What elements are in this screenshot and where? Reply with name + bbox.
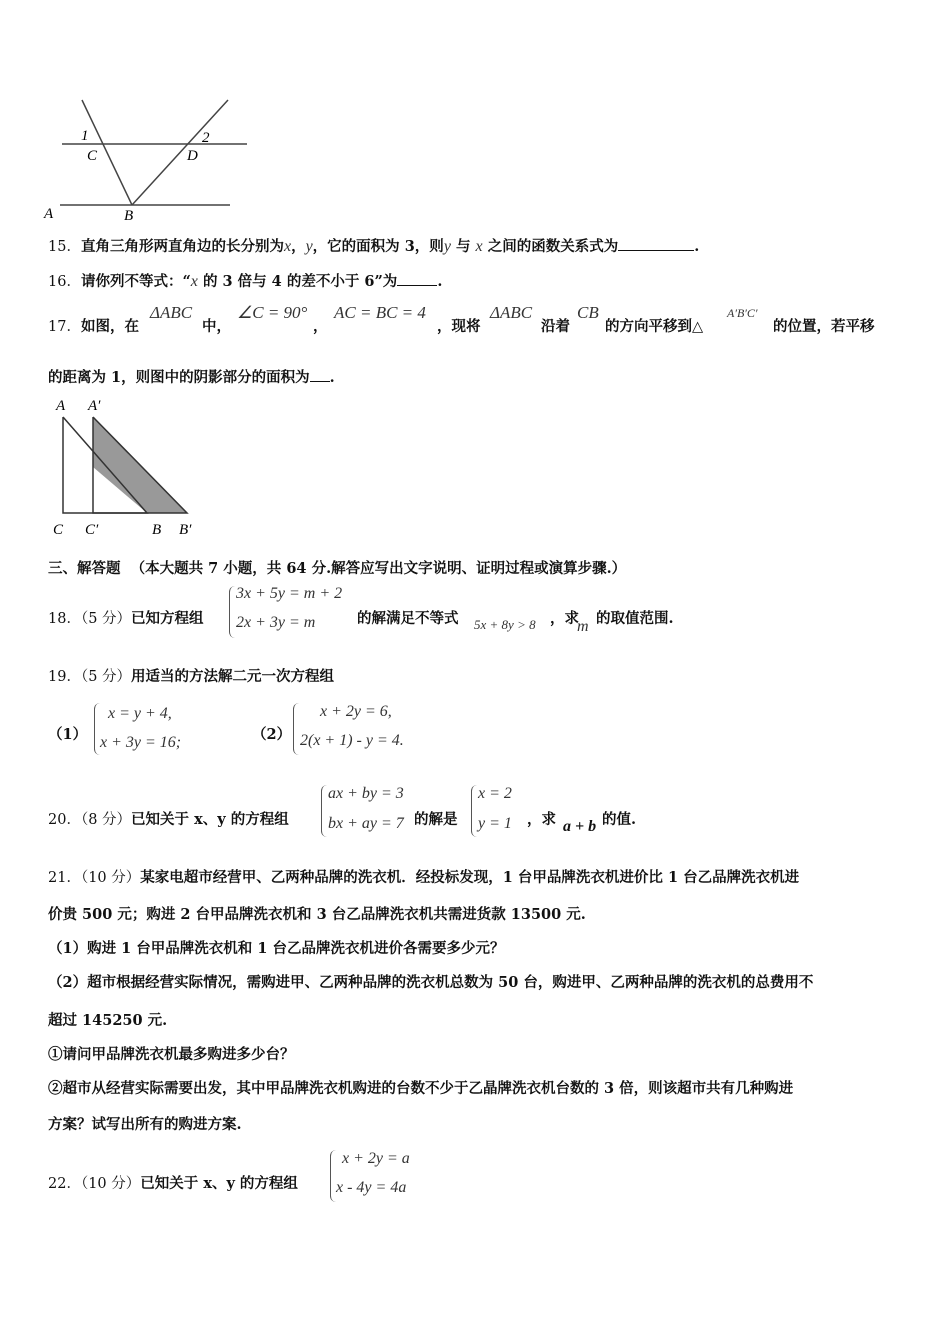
question-21-sub1: （1）购进 1 台甲品牌洗衣机和 1 台乙品牌洗衣机进价各需要多少元？	[48, 940, 505, 957]
question-17-line2: 的距离为 1，则图中的阴影部分的面积为 .	[48, 369, 335, 386]
question-20: 20．（8 分）已知关于 x、y 的方程组	[48, 811, 289, 828]
q17-triangle-abc: ΔABC	[150, 303, 193, 322]
q15-number: 15．	[48, 239, 81, 255]
q22-eq2: x - 4y = 4a	[336, 1179, 407, 1196]
label-2: 2	[202, 130, 210, 146]
answer-blank-17[interactable]	[310, 367, 330, 382]
q17-angle: ∠C = 90°	[237, 303, 308, 322]
q19-part2-label: （2）	[252, 726, 292, 743]
label-b: B	[124, 208, 134, 223]
section-description: （本大题共 7 小题，共 64 分.解答应写出文字说明、证明过程或演算步骤.）	[130, 560, 627, 577]
label-d: D	[187, 148, 198, 164]
line-bd	[132, 100, 228, 205]
q20-sol2: y = 1	[478, 815, 512, 832]
question-19: 19．（5 分）用适当的方法解二元一次方程组	[48, 668, 335, 685]
question-17-line1: 17．如图，在	[48, 318, 139, 335]
label-1: 1	[81, 128, 89, 144]
question-22: 22．（10 分）已知关于 x、y 的方程组	[48, 1175, 298, 1192]
label-c: C	[53, 522, 64, 538]
label-b-prime: B′	[179, 522, 192, 538]
q18-system-brace	[229, 586, 236, 638]
question-21-circ2b: 方案？试写出所有的购进方案.	[48, 1116, 242, 1133]
section-title: 三、解答题	[48, 560, 121, 577]
q17-equation: AC = BC = 4	[334, 303, 426, 322]
q18-inequality: 5x + 8y > 8	[474, 617, 536, 632]
q19-part2-brace	[293, 703, 300, 755]
q20-eq2: bx + ay = 7	[328, 815, 404, 832]
question-15: 15．直角三角形两直角边的长分别为x，y，它的面积为 3，则y 与 x 之间的函数关系式为 .	[48, 238, 700, 255]
q22-eq1: x + 2y = a	[342, 1150, 410, 1167]
label-c: C	[87, 148, 98, 164]
question-21-line1: 21．（10 分）某家电超市经营甲、乙两种品牌的洗衣机．经投标发现，1 台甲品牌洗衣机进价比 1 台乙品牌洗衣机进	[48, 869, 800, 886]
q20-expression: a + b	[563, 818, 597, 835]
label-a: A	[44, 206, 54, 222]
question-21-sub2b: 超过 145250 元.	[48, 1012, 168, 1029]
question-21-circ2a: ②超市从经营实际需要出发，其中甲品牌洗衣机购进的台数不少于乙晶牌洗衣机台数的 3 倍，则该超市共有几种购进	[48, 1080, 794, 1097]
label-a-prime: A′	[88, 398, 101, 414]
q20-solution-brace	[471, 785, 478, 837]
q19-part2-eq2: 2(x + 1) - y = 4.	[300, 732, 404, 749]
question-18: 18．（5 分）已知方程组	[48, 610, 204, 627]
q19-part1-eq2: x + 3y = 16;	[100, 734, 182, 751]
q20-system-brace	[321, 785, 328, 837]
figure-parallel-lines	[40, 95, 255, 223]
question-21-circ1: ①请问甲品牌洗衣机最多购进多少台？	[48, 1046, 295, 1063]
section-heading	[48, 559, 626, 579]
q18-eq1: 3x + 5y = m + 2	[236, 585, 343, 602]
answer-blank-15[interactable]	[618, 236, 694, 251]
q18-eq2: 2x + 3y = m	[236, 614, 316, 631]
q20-eq1: ax + by = 3	[328, 785, 404, 802]
q19-part1-label: （1）	[48, 726, 88, 743]
question-21-sub2a: （2）超市根据经营实际情况，需购进甲、乙两种品牌的洗衣机总数为 50 台，购进甲、乙两种品牌的洗衣机的总费用不	[48, 974, 814, 991]
q20-sol1: x = 2	[478, 785, 512, 802]
question-16: 16．请你列不等式：“x 的 3 倍与 4 的差不小于 6”为 .	[48, 273, 443, 290]
answer-blank-16[interactable]	[397, 271, 437, 286]
label-a: A	[56, 398, 66, 414]
label-c-prime: C′	[85, 522, 99, 538]
label-b: B	[152, 522, 162, 538]
q19-part2-eq1: x + 2y = 6,	[320, 703, 392, 720]
q19-part1-eq1: x = y + 4,	[108, 705, 172, 722]
figure-translated-triangles	[48, 395, 208, 540]
question-21-line2: 价贵 500 元；购进 2 台甲品牌洗衣机和 3 台乙品牌洗衣机共需进货款 13500 元.	[48, 906, 586, 923]
